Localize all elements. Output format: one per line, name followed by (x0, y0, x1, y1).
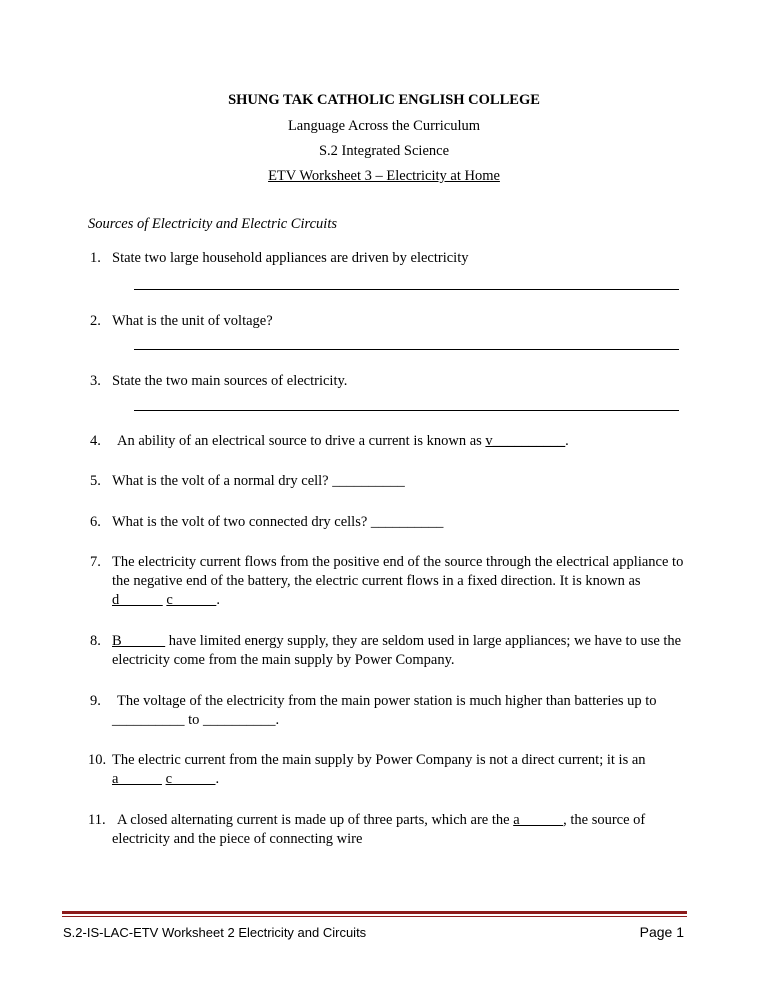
answer-line-3[interactable] (134, 410, 679, 411)
question-text: The electric current from the main supply by Power Company is not a direct current; it is an (112, 752, 646, 768)
answer-line-2[interactable] (134, 349, 679, 350)
question-number: 3. (90, 373, 101, 389)
question-10 (88, 751, 672, 789)
question-text: An ability of an electrical source to drive a current is known as (117, 433, 486, 449)
answer-blank-c[interactable]: c (166, 592, 217, 608)
question-text: What is the unit of voltage? (112, 313, 273, 329)
question-text: What is the volt of two connected dry cells? __________ (112, 514, 444, 530)
question-text: have limited energy supply, they are seldom used in large appliances; we have to use the electricity come from the main supply by Power Company. (112, 633, 682, 668)
question-number: 7. (90, 554, 101, 570)
answer-blank-a[interactable]: a (513, 812, 564, 828)
worksheet-title: ETV Worksheet 3 – Electricity at Home (268, 168, 500, 184)
answer-blank[interactable]: v__________ (485, 433, 566, 449)
question-6 (90, 513, 692, 532)
question-text: A closed alternating current is made up of three parts, which are the (117, 812, 514, 828)
question-text-end: . (565, 433, 569, 449)
question-text: State the two main sources of electricity. (112, 373, 348, 389)
footer-rule-thin (62, 916, 687, 917)
question-number: 8. (90, 633, 101, 649)
question-number: 10. (88, 752, 107, 768)
question-3 (90, 372, 692, 391)
section-title: Sources of Electricity and Electric Circuits (88, 216, 337, 232)
question-number: 2. (90, 313, 101, 329)
question-number: 4. (90, 433, 101, 449)
footer-rule (62, 911, 687, 914)
question-number: 6. (90, 514, 101, 530)
question-5 (90, 472, 692, 491)
question-9 (90, 692, 667, 730)
question-number: 5. (90, 473, 101, 489)
question-text-end: . (216, 592, 220, 608)
question-text: The electricity current flows from the positive end of the source through the electrical appliance to the negative end of the battery, the electric current flows in a fixed direction. It is known as (112, 554, 684, 589)
answer-blank-d[interactable]: d (112, 592, 163, 608)
answer-line-1[interactable] (134, 289, 679, 290)
question-11 (88, 811, 672, 849)
question-number: 9. (90, 693, 101, 709)
answer-blank-b[interactable]: B (112, 633, 166, 649)
question-number: 1. (90, 250, 101, 266)
footer-document-id: S.2-IS-LAC-ETV Worksheet 2 Electricity and Circuits (63, 925, 367, 940)
question-4 (90, 432, 692, 451)
answer-blank-c[interactable]: c (165, 771, 216, 787)
question-text-end: . (215, 771, 220, 787)
subject-name: S.2 Integrated Science (318, 143, 450, 159)
question-1 (90, 249, 692, 268)
school-name: SHUNG TAK CATHOLIC ENGLISH COLLEGE (228, 92, 540, 108)
question-text: What is the volt of a normal dry cell? __________ (112, 473, 405, 489)
question-text-end: , the source of electricity and the piece of connecting wire (112, 812, 646, 847)
program-name: Language Across the Curriculum (287, 118, 481, 134)
answer-blank-a[interactable]: a (112, 771, 162, 787)
question-2 (90, 312, 692, 331)
page-number: Page 1 (639, 924, 684, 940)
question-8 (90, 632, 687, 670)
question-number: 11. (88, 812, 106, 828)
question-text: State two large household appliances are driven by electricity (112, 250, 469, 266)
question-text: The voltage of the electricity from the main power station is much higher than batteries up to __________ to __________. (112, 693, 657, 728)
question-7 (90, 553, 692, 610)
